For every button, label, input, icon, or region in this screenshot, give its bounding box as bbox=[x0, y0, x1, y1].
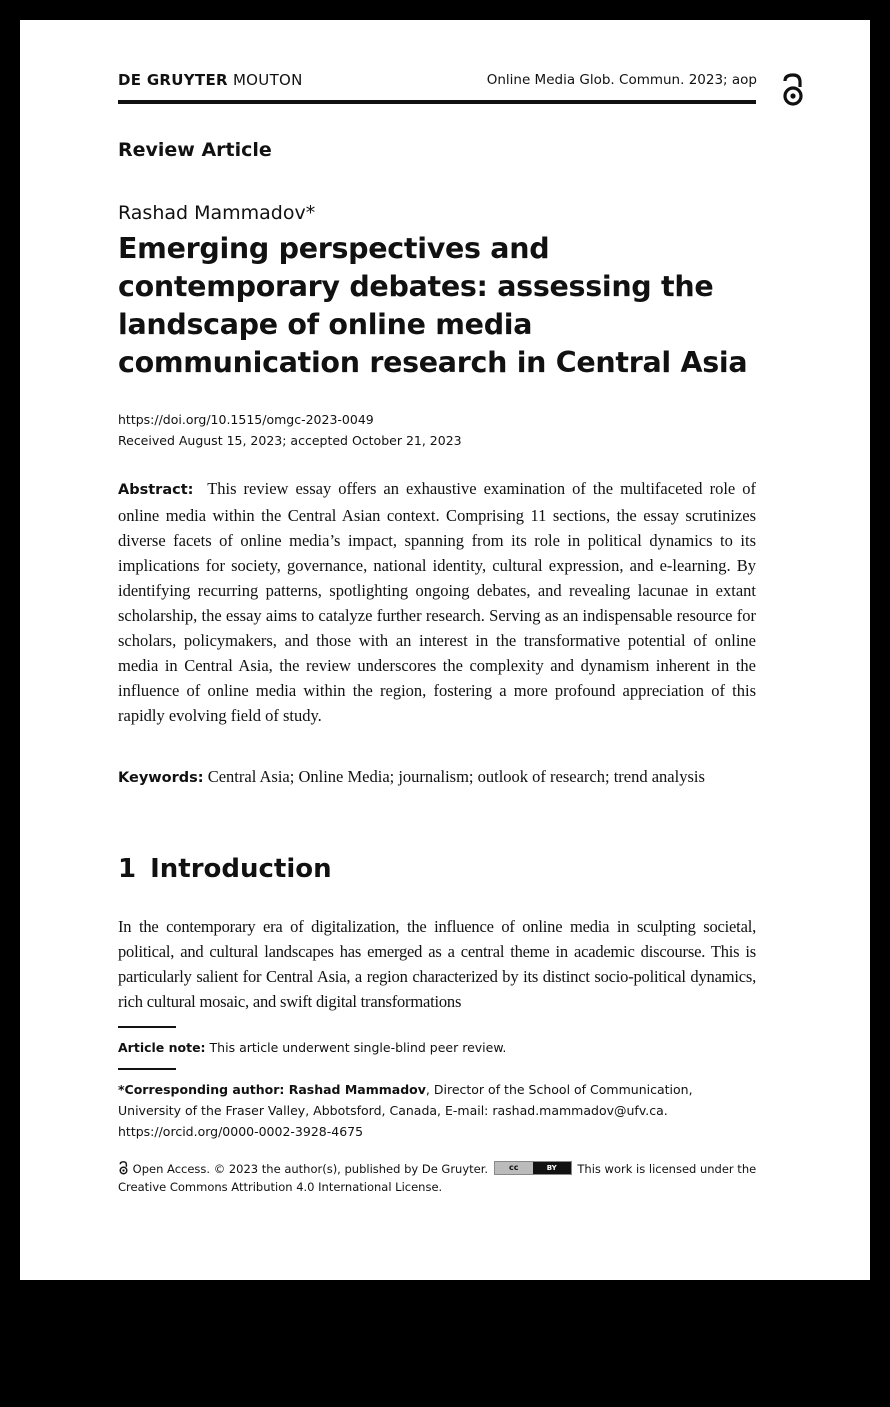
footnote-rule bbox=[118, 1026, 176, 1028]
header-rule bbox=[118, 100, 756, 104]
introduction-text: In the contemporary era of digitalization, the influence of online media in sculpting societal, political, and cultural landscapes has emerged as a central theme in academic discourse. This is particularly salient for Central Asia, a region characterized by its distinct socio-political dynamics, rich cultural mosaic, and swift digital transformations bbox=[118, 917, 756, 1011]
article-type: Review Article bbox=[118, 139, 272, 161]
keywords bbox=[118, 764, 756, 791]
article-note-text: This article underwent single-blind peer review. bbox=[209, 1040, 507, 1055]
cc-by-badge-icon[interactable] bbox=[494, 1161, 572, 1175]
keywords-text: Central Asia; Online Media; journalism; outlook of research; trend analysis bbox=[207, 767, 705, 786]
corresponding-author-label: *Corresponding author: Rashad Mammadov bbox=[118, 1082, 426, 1097]
open-access-icon bbox=[118, 1161, 129, 1175]
article-meta bbox=[118, 409, 462, 451]
section-title: Introduction bbox=[150, 854, 332, 884]
article-note-label: Article note: bbox=[118, 1040, 206, 1055]
section-heading bbox=[118, 854, 332, 884]
corresponding-author-note bbox=[118, 1079, 756, 1142]
publisher-imprint: MOUTON bbox=[232, 71, 303, 89]
cc-badge-left: cc bbox=[495, 1162, 533, 1174]
article-dates: Received August 15, 2023; accepted October 21, 2023 bbox=[118, 433, 462, 448]
footnote-rule bbox=[118, 1068, 176, 1070]
doi-link[interactable]: https://doi.org/10.1515/omgc-2023-0049 bbox=[118, 412, 374, 427]
abstract bbox=[118, 476, 756, 728]
abstract-label: Abstract: bbox=[118, 482, 194, 498]
publisher-name: DE GRUYTER bbox=[118, 71, 228, 89]
license-statement bbox=[118, 1160, 758, 1196]
journal-citation: Online Media Glob. Commun. 2023; aop bbox=[486, 72, 757, 88]
section-number: 1 bbox=[118, 854, 137, 884]
license-suffix: This work is licensed under the Creative Commons Attribution 4.0 International License. bbox=[118, 1162, 757, 1194]
open-access-icon bbox=[781, 73, 805, 107]
abstract-text: This review essay offers an exhaustive examination of the multifaceted role of online media within the Central Asian context. Comprising 11 sections, the essay scrutinizes diverse facets of online media’s impact, spanning from its role in political dynamics to its implications for society, governance, national identity, cultural expression, and e-learning. By identifying recurring patterns, spotlighting ongoing debates, and revealing lacunae in extant scholarship, the essay aims to catalyze further research. Serving as an indispensable resource for scholars, policymakers, and those with an interest in the transformative potential of online media in Central Asia, the review underscores the complexity and dynamism inherent in the influence of online media within the region, fostering a more profound appreciation of this rapidly evolving field of study. bbox=[118, 479, 756, 725]
article-title: Emerging perspectives and contemporary debates: assessing the landscape of online media communication research in Central Asia bbox=[118, 232, 748, 379]
corresponding-author-text: , Director of the School of Communication, University of the Fraser Valley, Abbotsford, Canada, E-mail: rashad.mammadov@ufv.ca. https://orcid.org/0000-0002-3928-4675 bbox=[118, 1082, 693, 1139]
license-prefix: Open Access. © 2023 the author(s), published by De Gruyter. bbox=[132, 1162, 489, 1176]
journal-page bbox=[20, 20, 870, 1280]
article-note bbox=[118, 1037, 756, 1058]
publisher-logo bbox=[118, 71, 303, 89]
cc-badge-right: BY bbox=[546, 1164, 557, 1172]
keywords-label: Keywords: bbox=[118, 770, 204, 786]
author-name: Rashad Mammadov* bbox=[118, 202, 316, 224]
